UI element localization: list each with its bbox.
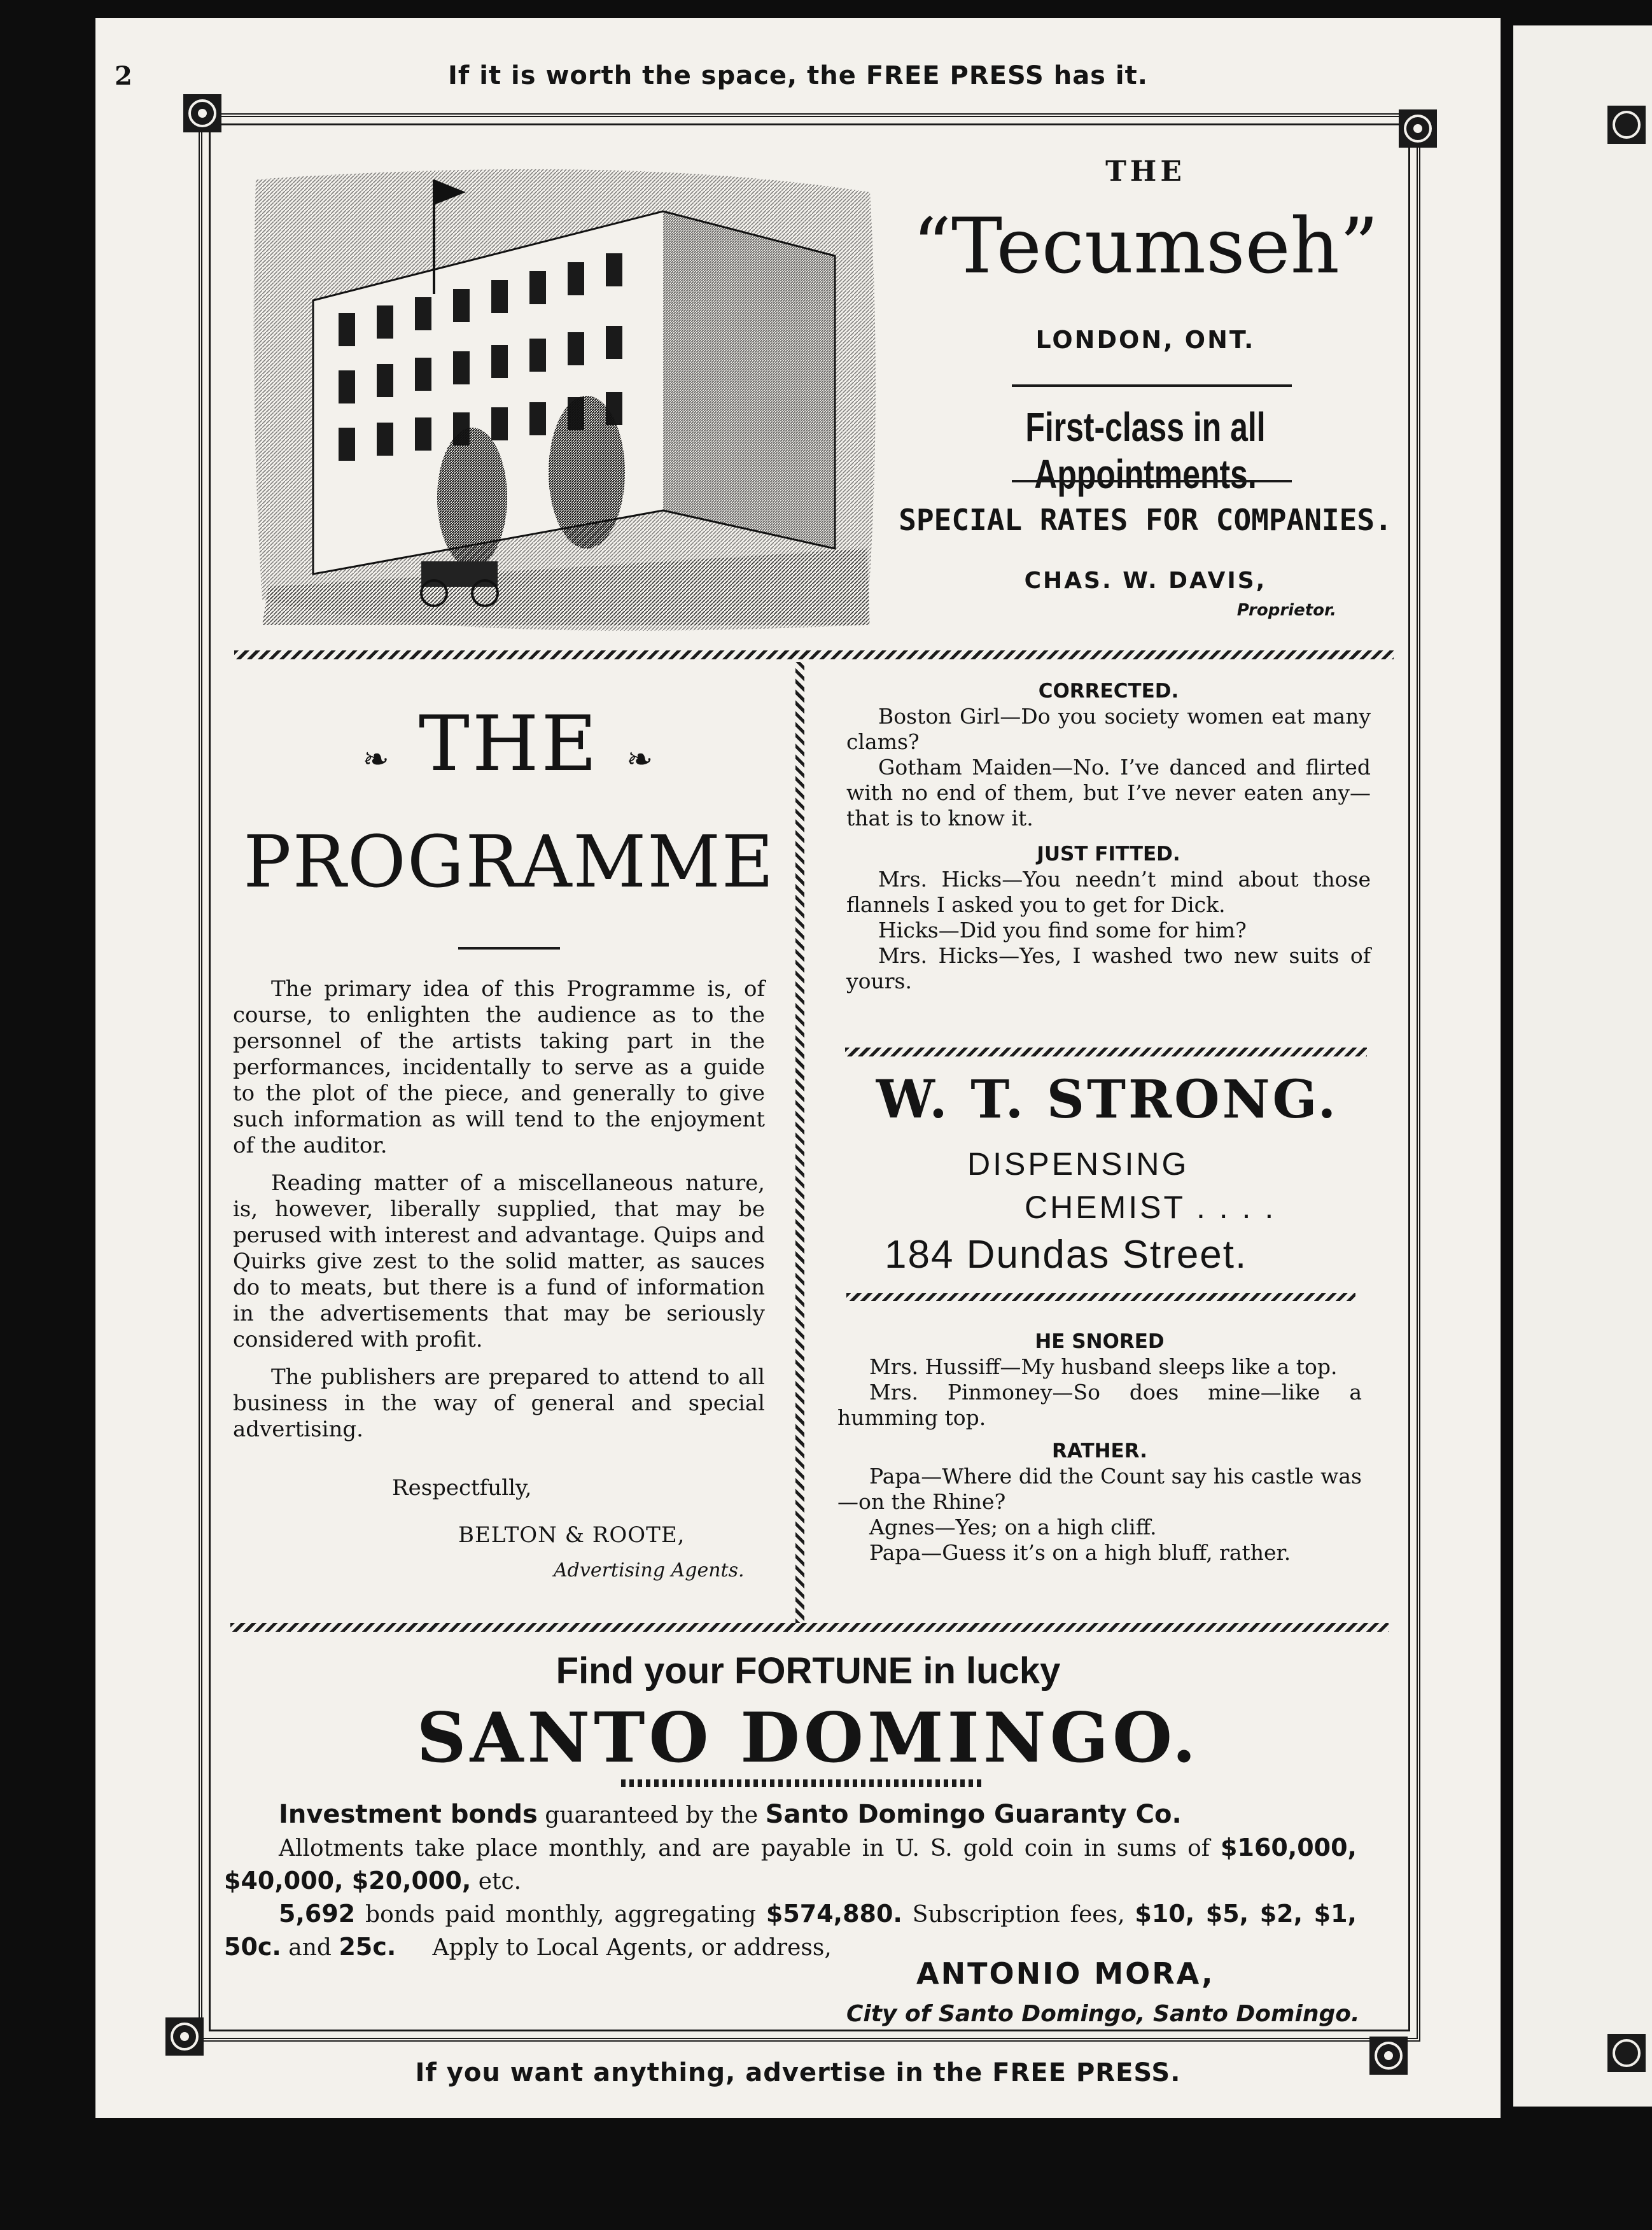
programme-paragraph: Reading matter of a miscellaneous nature, is, however, liberally supplied, that may be perused with interest and advantage. Quips and Quirks give zest to the solid matter, as sauces do to meats, but there is a fund of information in the advertisements that may be seriously considered with profit. xyxy=(233,1170,765,1352)
tecumseh-proprietor: CHAS. W. DAVIS, xyxy=(1024,568,1267,594)
corner-ornament-icon xyxy=(1397,108,1438,149)
santo-text: bonds paid monthly, aggregating xyxy=(355,1902,766,1928)
joke-heading: RATHER. xyxy=(1052,1440,1147,1462)
santo-lead-bold: Investment bonds xyxy=(279,1800,538,1829)
tecumseh-name: “Tecumseh” xyxy=(912,202,1379,291)
santo-agent-address: City of Santo Domingo, Santo Domingo. xyxy=(846,2001,1360,2027)
joke-line: Hicks—Did you find some for him? xyxy=(878,918,1247,943)
page-number: 2 xyxy=(115,61,132,91)
programme-closing: Respectfully, xyxy=(392,1475,532,1501)
corner-ornament-icon xyxy=(182,93,223,134)
running-head: If it is worth the space, the FREE PRESS has it. xyxy=(448,61,1148,90)
santo-body xyxy=(224,1799,1357,1964)
hatched-rule xyxy=(234,650,1394,659)
santo-text: and xyxy=(281,1935,339,1961)
dotted-rule xyxy=(621,1779,984,1787)
programme-paragraph: The publishers are prepared to attend to all business in the way of general and special advertising. xyxy=(233,1364,765,1442)
santo-aggregate: $574,880. xyxy=(766,1900,902,1928)
joke-line: Mrs. Pinmoney—So does mine—like a humming top. xyxy=(837,1380,1362,1430)
joke-line: Papa—Where did the Count say his castle was —on the Rhine? xyxy=(837,1464,1362,1514)
hatched-rule xyxy=(230,1623,1389,1632)
corner-ornament-icon xyxy=(1606,104,1647,145)
santo-text: Subscription fees, xyxy=(902,1902,1135,1928)
santo-line xyxy=(224,1898,1357,1964)
joke-line: Mrs. Hussiff—My husband sleeps like a top. xyxy=(869,1354,1338,1379)
tecumseh-rates: SPECIAL RATES FOR COMPANIES. xyxy=(899,503,1392,537)
joke-line: Mrs. Hicks—You needn’t mind about those flannels I asked you to get for Dick. xyxy=(846,867,1371,917)
joke-line: Agnes—Yes; on a high cliff. xyxy=(869,1515,1157,1539)
strong-address: 184 Dundas Street. xyxy=(885,1233,1248,1277)
hatched-rule xyxy=(845,1048,1367,1056)
programme-title-top xyxy=(235,700,783,789)
jokes-column-top xyxy=(846,678,1371,994)
corner-ornament-icon xyxy=(164,2016,205,2057)
santo-text: Allotments take place monthly, and are payable in U. S. gold coin in sums of xyxy=(279,1835,1221,1862)
programme-signatory-title: Advertising Agents. xyxy=(554,1559,745,1581)
santo-line xyxy=(224,1799,1357,1832)
column-rule xyxy=(795,662,804,1623)
fleuron-icon: ❧ xyxy=(362,741,392,778)
jokes-column-bottom xyxy=(837,1329,1362,1566)
hotel-building-engraving xyxy=(243,141,886,644)
strong-line1: DISPENSING xyxy=(967,1146,1189,1182)
running-foot: If you want anything, advertise in the FREE PRESS. xyxy=(415,2058,1181,2087)
tecumseh-tagline: First-class in all Appointments. xyxy=(1025,404,1266,497)
adjacent-page-edge xyxy=(1513,25,1652,2107)
programme-body xyxy=(233,976,765,1443)
santo-lead-rest: guaranteed by the xyxy=(537,1802,766,1828)
joke-heading: HE SNORED xyxy=(1035,1330,1165,1353)
santo-bond-count: 5,692 xyxy=(279,1900,356,1928)
strong-name: W. T. STRONG. xyxy=(876,1069,1339,1130)
joke-line: Gotham Maiden—No. I’ve danced and flirted with no end of them, but I’ve never eaten any—that is to know it. xyxy=(846,755,1371,831)
strong-line2: CHEMIST . . . . xyxy=(1025,1189,1277,1225)
programme-paragraph: The primary idea of this Programme is, of course, to enlighten the audience as to the personnel of the artists taking part in the performances, incidentally to serve as a guide to the plot of the piece, and generally to give such information as will tend to the enjoyment of the auditor. xyxy=(233,976,765,1158)
hatched-rule xyxy=(846,1293,1355,1301)
santo-line xyxy=(224,1832,1357,1898)
programme-title: PROGRAMME xyxy=(243,821,775,904)
divider xyxy=(458,947,560,950)
santo-fee: 25c. xyxy=(339,1933,396,1961)
tecumseh-location: LONDON, ONT. xyxy=(1035,326,1256,354)
joke-heading: JUST FITTED. xyxy=(1037,843,1180,866)
joke-line: Boston Girl—Do you society women eat many clams? xyxy=(846,704,1371,754)
santo-text: etc. xyxy=(471,1869,522,1895)
santo-fees: $10, $5, $2, $1, 50c. xyxy=(224,1900,1357,1961)
santo-agent-name: ANTONIO MORA, xyxy=(916,1956,1215,1991)
divider xyxy=(1012,384,1292,387)
santo-headline: SANTO DOMINGO. xyxy=(416,1698,1200,1778)
fleuron-icon: ❧ xyxy=(626,741,656,778)
santo-kicker: Find your FORTUNE in lucky xyxy=(556,1650,1061,1692)
programme-the: THE xyxy=(418,700,600,789)
divider xyxy=(1012,480,1292,482)
santo-company: Santo Domingo Guaranty Co. xyxy=(765,1800,1182,1829)
corner-ornament-icon xyxy=(1606,2033,1647,2073)
tecumseh-proprietor-title: Proprietor. xyxy=(1236,601,1336,620)
santo-text: Apply to Local Agents, or address, xyxy=(396,1935,832,1961)
tecumseh-kicker: THE xyxy=(1105,155,1186,188)
joke-line: Papa—Guess it’s on a high bluff, rather. xyxy=(869,1540,1291,1565)
joke-line: Mrs. Hicks—Yes, I washed two new suits of yours. xyxy=(846,943,1371,993)
programme-signatory: BELTON & ROOTE, xyxy=(458,1522,685,1548)
joke-heading: CORRECTED. xyxy=(1038,680,1179,703)
santo-sums: $160,000, $40,000, $20,000, xyxy=(224,1834,1357,1895)
